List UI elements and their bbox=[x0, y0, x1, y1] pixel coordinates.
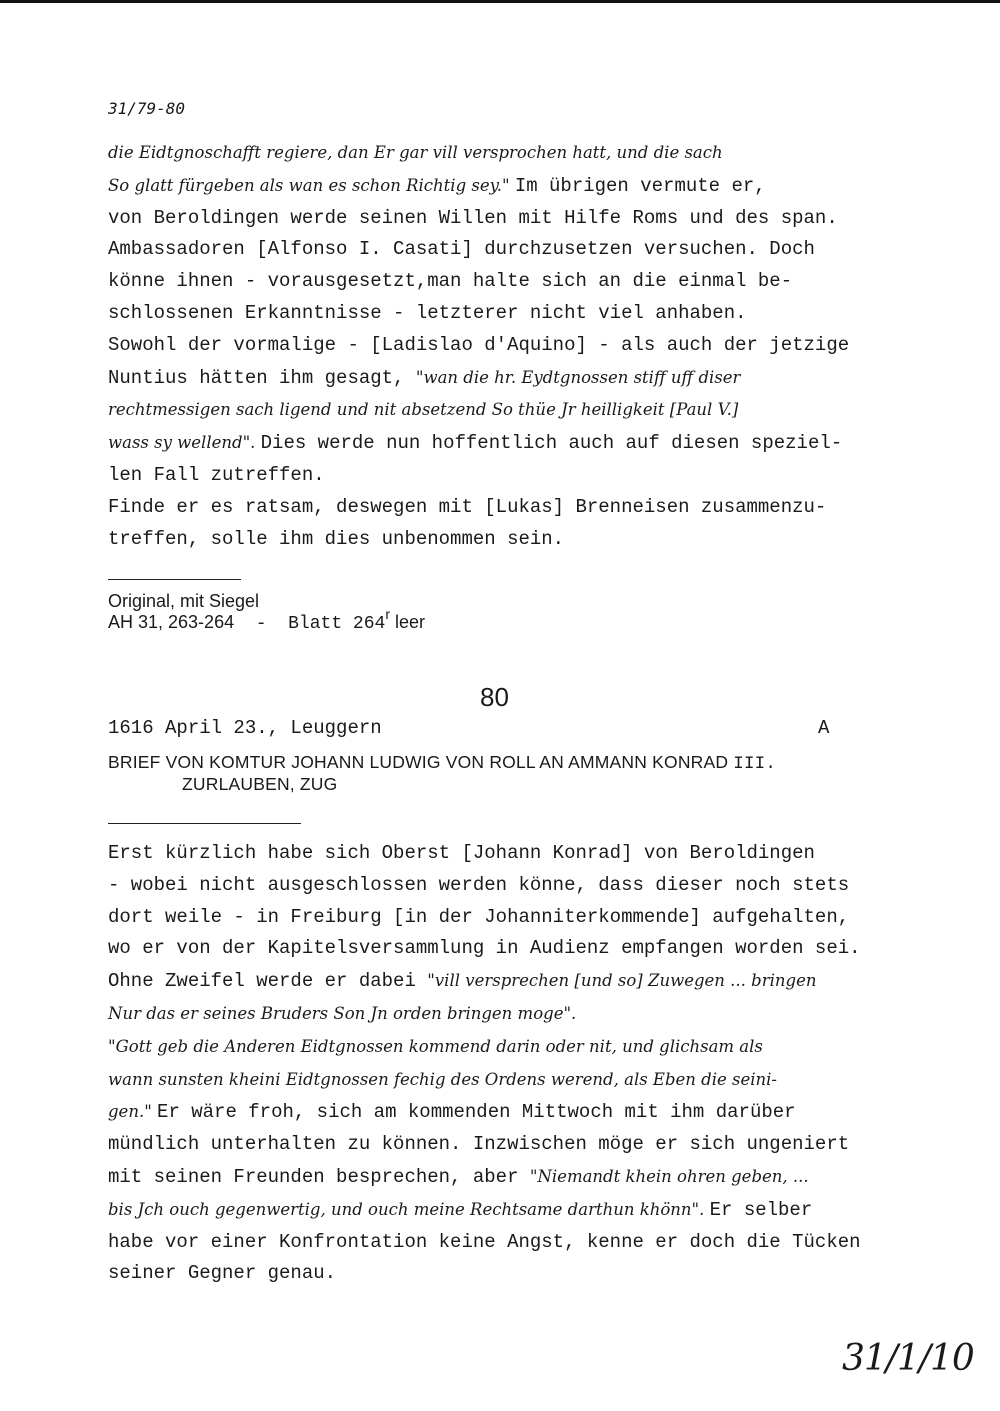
letter-79-line bbox=[108, 266, 908, 298]
letter-79-continuation bbox=[108, 137, 908, 555]
summary-text: Erst kürzlich habe sich Oberst [Johann Konrad] von Beroldingen bbox=[108, 842, 815, 864]
quoted-source-text: die Eidtgnoschafft regiere, dan Er gar vill versprochen hatt, und die sach bbox=[108, 143, 723, 162]
summary-text: Er selber bbox=[709, 1198, 813, 1221]
handwritten-page-number: 31/1/10 bbox=[842, 1338, 974, 1379]
letter-79-line bbox=[108, 362, 908, 395]
summary-text: dort weile - in Freiburg [in der Johanniterkommende] aufgehalten, bbox=[108, 905, 850, 928]
summary-text: mündlich unterhalten zu können. Inzwischen möge er sich ungeniert bbox=[108, 1133, 850, 1156]
source-folio-recto: r bbox=[385, 606, 390, 622]
summary-text: von Beroldingen werde seinen Willen mit Hilfe Roms und des span. bbox=[108, 206, 838, 229]
reference-number: 31/79-80 bbox=[108, 99, 186, 118]
letter-80-line bbox=[108, 1227, 908, 1259]
top-border-line bbox=[0, 0, 1000, 3]
date-place: 1616 April 23., Leuggern bbox=[108, 717, 382, 739]
archive-signature: AH 31, 263-264 bbox=[108, 612, 235, 632]
summary-text: wo er von der Kapitelsversammlung in Audienz empfangen worden sei. bbox=[108, 937, 861, 960]
title-text: BRIEF VON KOMTUR JOHANN LUDWIG VON ROLL AN AMMANN KONRAD bbox=[108, 752, 734, 772]
summary-text: Finde er es ratsam, deswegen mit [Lukas] Brenneisen zusammenzu- bbox=[108, 495, 827, 518]
source-separator-line bbox=[108, 579, 241, 580]
summary-text: habe vor einer Konfrontation keine Angst, kenne er doch die Tücken bbox=[108, 1230, 861, 1253]
summary-text: - wobei nicht ausgeschlossen werden könne, dass dieser noch stets bbox=[108, 873, 850, 896]
summary-text: Im übrigen vermute er, bbox=[514, 174, 766, 197]
letter-80-line bbox=[108, 1258, 908, 1290]
source-original: Original, mit Siegel bbox=[108, 591, 260, 611]
quoted-source-text: "Gott geb die Anderen Eidtgnossen kommend darin oder nit, und glichsam als bbox=[108, 1036, 763, 1056]
letter-79-line bbox=[108, 524, 908, 556]
letter-80-summary bbox=[108, 838, 908, 1290]
quoted-source-text: Nur das er seines Bruders Son Jn orden bringen moge". bbox=[108, 1003, 577, 1023]
summary-text: schlossenen Erkanntnisse - letzterer nicht viel anhaben. bbox=[108, 301, 747, 324]
summary-text: Ambassadoren [Alfonso I. Casati] durchzusetzen versuchen. Doch bbox=[108, 238, 815, 261]
letter-79-line bbox=[108, 330, 908, 362]
summary-text: Sowohl der vormalige - [Ladislao d'Aquino] - als auch der jetzige bbox=[108, 333, 850, 356]
source-folio-note: leer bbox=[395, 612, 426, 632]
letter-80-line bbox=[108, 965, 908, 998]
letter-79-line bbox=[108, 234, 908, 266]
letter-79-line bbox=[108, 170, 908, 203]
source-folio: Blatt 264 bbox=[288, 614, 386, 634]
source-archive-reference bbox=[108, 606, 426, 634]
document-title-line-1 bbox=[108, 752, 776, 774]
summary-text: Ohne Zweifel werde er dabei bbox=[108, 970, 428, 993]
summary-text: mit seinen Freunden besprechen, aber bbox=[108, 1165, 530, 1188]
letter-80-line bbox=[108, 870, 908, 902]
document-category: A bbox=[818, 717, 830, 739]
letter-80-line bbox=[108, 1064, 908, 1097]
letter-79-line bbox=[108, 137, 908, 170]
letter-80-line bbox=[108, 838, 908, 870]
quoted-source-text: So glatt fürgeben als wan es schon Richtig sey." bbox=[108, 175, 515, 195]
summary-text: seiner Gegner genau. bbox=[108, 1262, 337, 1285]
document-title-line-2: ZURLAUBEN, ZUG bbox=[182, 774, 338, 794]
quoted-source-text: gen." bbox=[108, 1102, 158, 1122]
letter-79-line bbox=[108, 298, 908, 330]
quoted-source-text: bis Jch ouch gegenwertig, und ouch meine Rechtsame darthun khönn". bbox=[108, 1199, 710, 1219]
summary-text: Dies werde nun hoffentlich auch auf diesen speziel- bbox=[260, 432, 843, 455]
letter-79-line bbox=[108, 203, 908, 235]
quoted-source-text: wann sunsten kheini Eidtgnossen fechig des Ordens werend, als Eben die seini- bbox=[108, 1069, 778, 1089]
letter-80-line bbox=[108, 933, 908, 965]
document-number: 80 bbox=[480, 682, 509, 712]
title-roman-numeral: III. bbox=[733, 754, 777, 774]
source-separator: - bbox=[234, 614, 289, 634]
summary-text: Er wäre froh, sich am kommenden Mittwoch mit ihm darüber bbox=[157, 1101, 796, 1124]
letter-80-line bbox=[108, 998, 908, 1031]
title-separator-line bbox=[108, 823, 301, 824]
letter-79-line bbox=[108, 492, 908, 524]
quoted-source-text: "wan die hr. Eydtgnossen stiff uff diser bbox=[415, 367, 741, 387]
letter-79-line bbox=[108, 394, 908, 427]
summary-text: len Fall zutreffen. bbox=[108, 463, 325, 486]
letter-80-line bbox=[108, 1129, 908, 1161]
letter-80-line bbox=[108, 1161, 908, 1194]
summary-text: könne ihnen - vorausgesetzt,man halte sich an die einmal be- bbox=[108, 270, 793, 293]
quoted-source-text: rechtmessigen sach ligend und nit absetzend So thüe Jr heilligkeit [Paul V.] bbox=[108, 400, 739, 420]
quoted-source-text: "Niemandt khein ohren geben, ... bbox=[529, 1166, 809, 1186]
letter-80-line bbox=[108, 902, 908, 934]
quoted-source-text: "vill versprechen [und so] Zuwegen ... bringen bbox=[427, 971, 817, 991]
letter-80-line bbox=[108, 1096, 908, 1129]
quoted-source-text: wass sy wellend". bbox=[108, 433, 261, 453]
letter-80-line bbox=[108, 1031, 908, 1064]
summary-text: Nuntius hätten ihm gesagt, bbox=[108, 366, 416, 389]
summary-text: treffen, solle ihm dies unbenommen sein. bbox=[108, 527, 565, 550]
letter-79-line bbox=[108, 427, 908, 460]
letter-79-line bbox=[108, 460, 908, 492]
letter-80-line bbox=[108, 1194, 908, 1227]
